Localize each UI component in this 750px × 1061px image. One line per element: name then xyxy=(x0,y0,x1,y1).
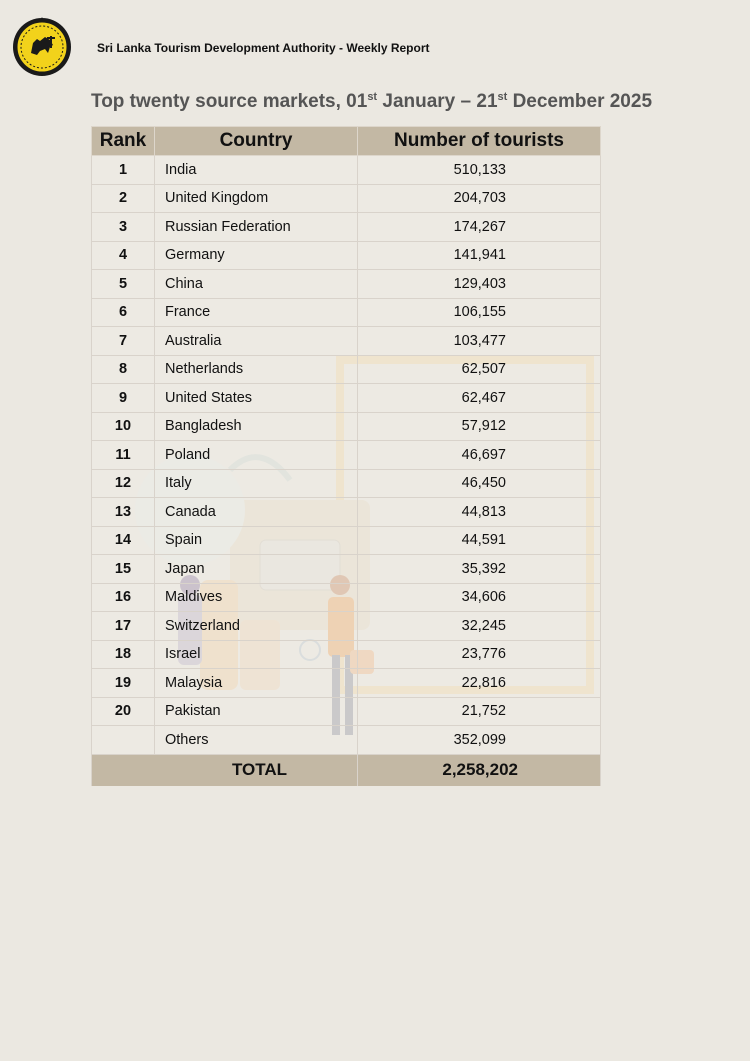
country-cell: United States xyxy=(155,384,358,413)
country-cell: Pakistan xyxy=(155,697,358,726)
sltda-logo xyxy=(12,17,72,77)
total-row xyxy=(92,754,601,786)
rank-cell: 6 xyxy=(92,298,155,327)
rank-cell: 3 xyxy=(92,213,155,242)
source-markets-table xyxy=(91,126,601,786)
tourists-cell: 129,403 xyxy=(358,270,601,299)
rank-cell xyxy=(92,726,155,755)
table-header-row xyxy=(92,127,601,156)
table-row xyxy=(92,156,601,185)
country-cell: Others xyxy=(155,726,358,755)
table-row xyxy=(92,441,601,470)
table-row xyxy=(92,669,601,698)
tourists-cell: 510,133 xyxy=(358,156,601,185)
rank-cell: 1 xyxy=(92,156,155,185)
rank-cell: 12 xyxy=(92,469,155,498)
tourists-cell: 44,813 xyxy=(358,498,601,527)
country-cell: United Kingdom xyxy=(155,184,358,213)
rank-cell: 4 xyxy=(92,241,155,270)
country-cell: Russian Federation xyxy=(155,213,358,242)
title-prefix: Top twenty source markets, 01 xyxy=(91,91,368,112)
title-suffix: December 2025 xyxy=(507,91,653,112)
rank-cell: 18 xyxy=(92,640,155,669)
rank-cell: 14 xyxy=(92,526,155,555)
table-row xyxy=(92,612,601,641)
country-cell: Australia xyxy=(155,327,358,356)
table-row xyxy=(92,697,601,726)
country-cell: Switzerland xyxy=(155,612,358,641)
report-header: Sri Lanka Tourism Development Authority - Weekly Report xyxy=(97,41,430,55)
country-cell: Maldives xyxy=(155,583,358,612)
tourists-cell: 174,267 xyxy=(358,213,601,242)
country-cell: Israel xyxy=(155,640,358,669)
rank-cell: 16 xyxy=(92,583,155,612)
table-row xyxy=(92,555,601,584)
column-header-tourists: Number of tourists xyxy=(358,127,601,156)
tourists-cell: 35,392 xyxy=(358,555,601,584)
country-cell: Italy xyxy=(155,469,358,498)
table-row xyxy=(92,327,601,356)
tourists-cell: 23,776 xyxy=(358,640,601,669)
page-title xyxy=(91,91,652,113)
tourists-cell: 21,752 xyxy=(358,697,601,726)
tourists-cell: 62,507 xyxy=(358,355,601,384)
country-cell: Bangladesh xyxy=(155,412,358,441)
column-header-country: Country xyxy=(155,127,358,156)
table-row xyxy=(92,184,601,213)
country-cell: Japan xyxy=(155,555,358,584)
table-row xyxy=(92,384,601,413)
table-row xyxy=(92,469,601,498)
table-row xyxy=(92,640,601,669)
table-row xyxy=(92,241,601,270)
rank-cell: 9 xyxy=(92,384,155,413)
title-sup-1: st xyxy=(367,91,378,103)
tourists-cell: 57,912 xyxy=(358,412,601,441)
tourists-cell: 352,099 xyxy=(358,726,601,755)
tourists-cell: 103,477 xyxy=(358,327,601,356)
rank-cell: 5 xyxy=(92,270,155,299)
rank-cell: 7 xyxy=(92,327,155,356)
tourists-cell: 62,467 xyxy=(358,384,601,413)
country-cell: India xyxy=(155,156,358,185)
column-header-rank: Rank xyxy=(92,127,155,156)
country-cell: China xyxy=(155,270,358,299)
table-row xyxy=(92,270,601,299)
tourists-cell: 32,245 xyxy=(358,612,601,641)
tourists-cell: 44,591 xyxy=(358,526,601,555)
title-mid: January – 21 xyxy=(377,91,498,112)
rank-cell: 17 xyxy=(92,612,155,641)
rank-cell: 11 xyxy=(92,441,155,470)
table-row xyxy=(92,298,601,327)
tourists-cell: 106,155 xyxy=(358,298,601,327)
total-label: TOTAL xyxy=(92,754,358,786)
country-cell: France xyxy=(155,298,358,327)
rank-cell: 20 xyxy=(92,697,155,726)
country-cell: Malaysia xyxy=(155,669,358,698)
table-row xyxy=(92,498,601,527)
country-cell: Netherlands xyxy=(155,355,358,384)
tourists-cell: 46,697 xyxy=(358,441,601,470)
rank-cell: 8 xyxy=(92,355,155,384)
tourists-cell: 46,450 xyxy=(358,469,601,498)
country-cell: Poland xyxy=(155,441,358,470)
tourists-cell: 34,606 xyxy=(358,583,601,612)
table-row xyxy=(92,526,601,555)
total-value: 2,258,202 xyxy=(358,754,601,786)
table-row xyxy=(92,355,601,384)
tourists-cell: 141,941 xyxy=(358,241,601,270)
rank-cell: 13 xyxy=(92,498,155,527)
table-row xyxy=(92,726,601,755)
tourists-cell: 22,816 xyxy=(358,669,601,698)
rank-cell: 10 xyxy=(92,412,155,441)
tourists-cell: 204,703 xyxy=(358,184,601,213)
rank-cell: 19 xyxy=(92,669,155,698)
country-cell: Germany xyxy=(155,241,358,270)
country-cell: Canada xyxy=(155,498,358,527)
table-row xyxy=(92,213,601,242)
title-sup-2: st xyxy=(497,91,508,103)
table-row xyxy=(92,412,601,441)
rank-cell: 15 xyxy=(92,555,155,584)
rank-cell: 2 xyxy=(92,184,155,213)
table-row xyxy=(92,583,601,612)
country-cell: Spain xyxy=(155,526,358,555)
